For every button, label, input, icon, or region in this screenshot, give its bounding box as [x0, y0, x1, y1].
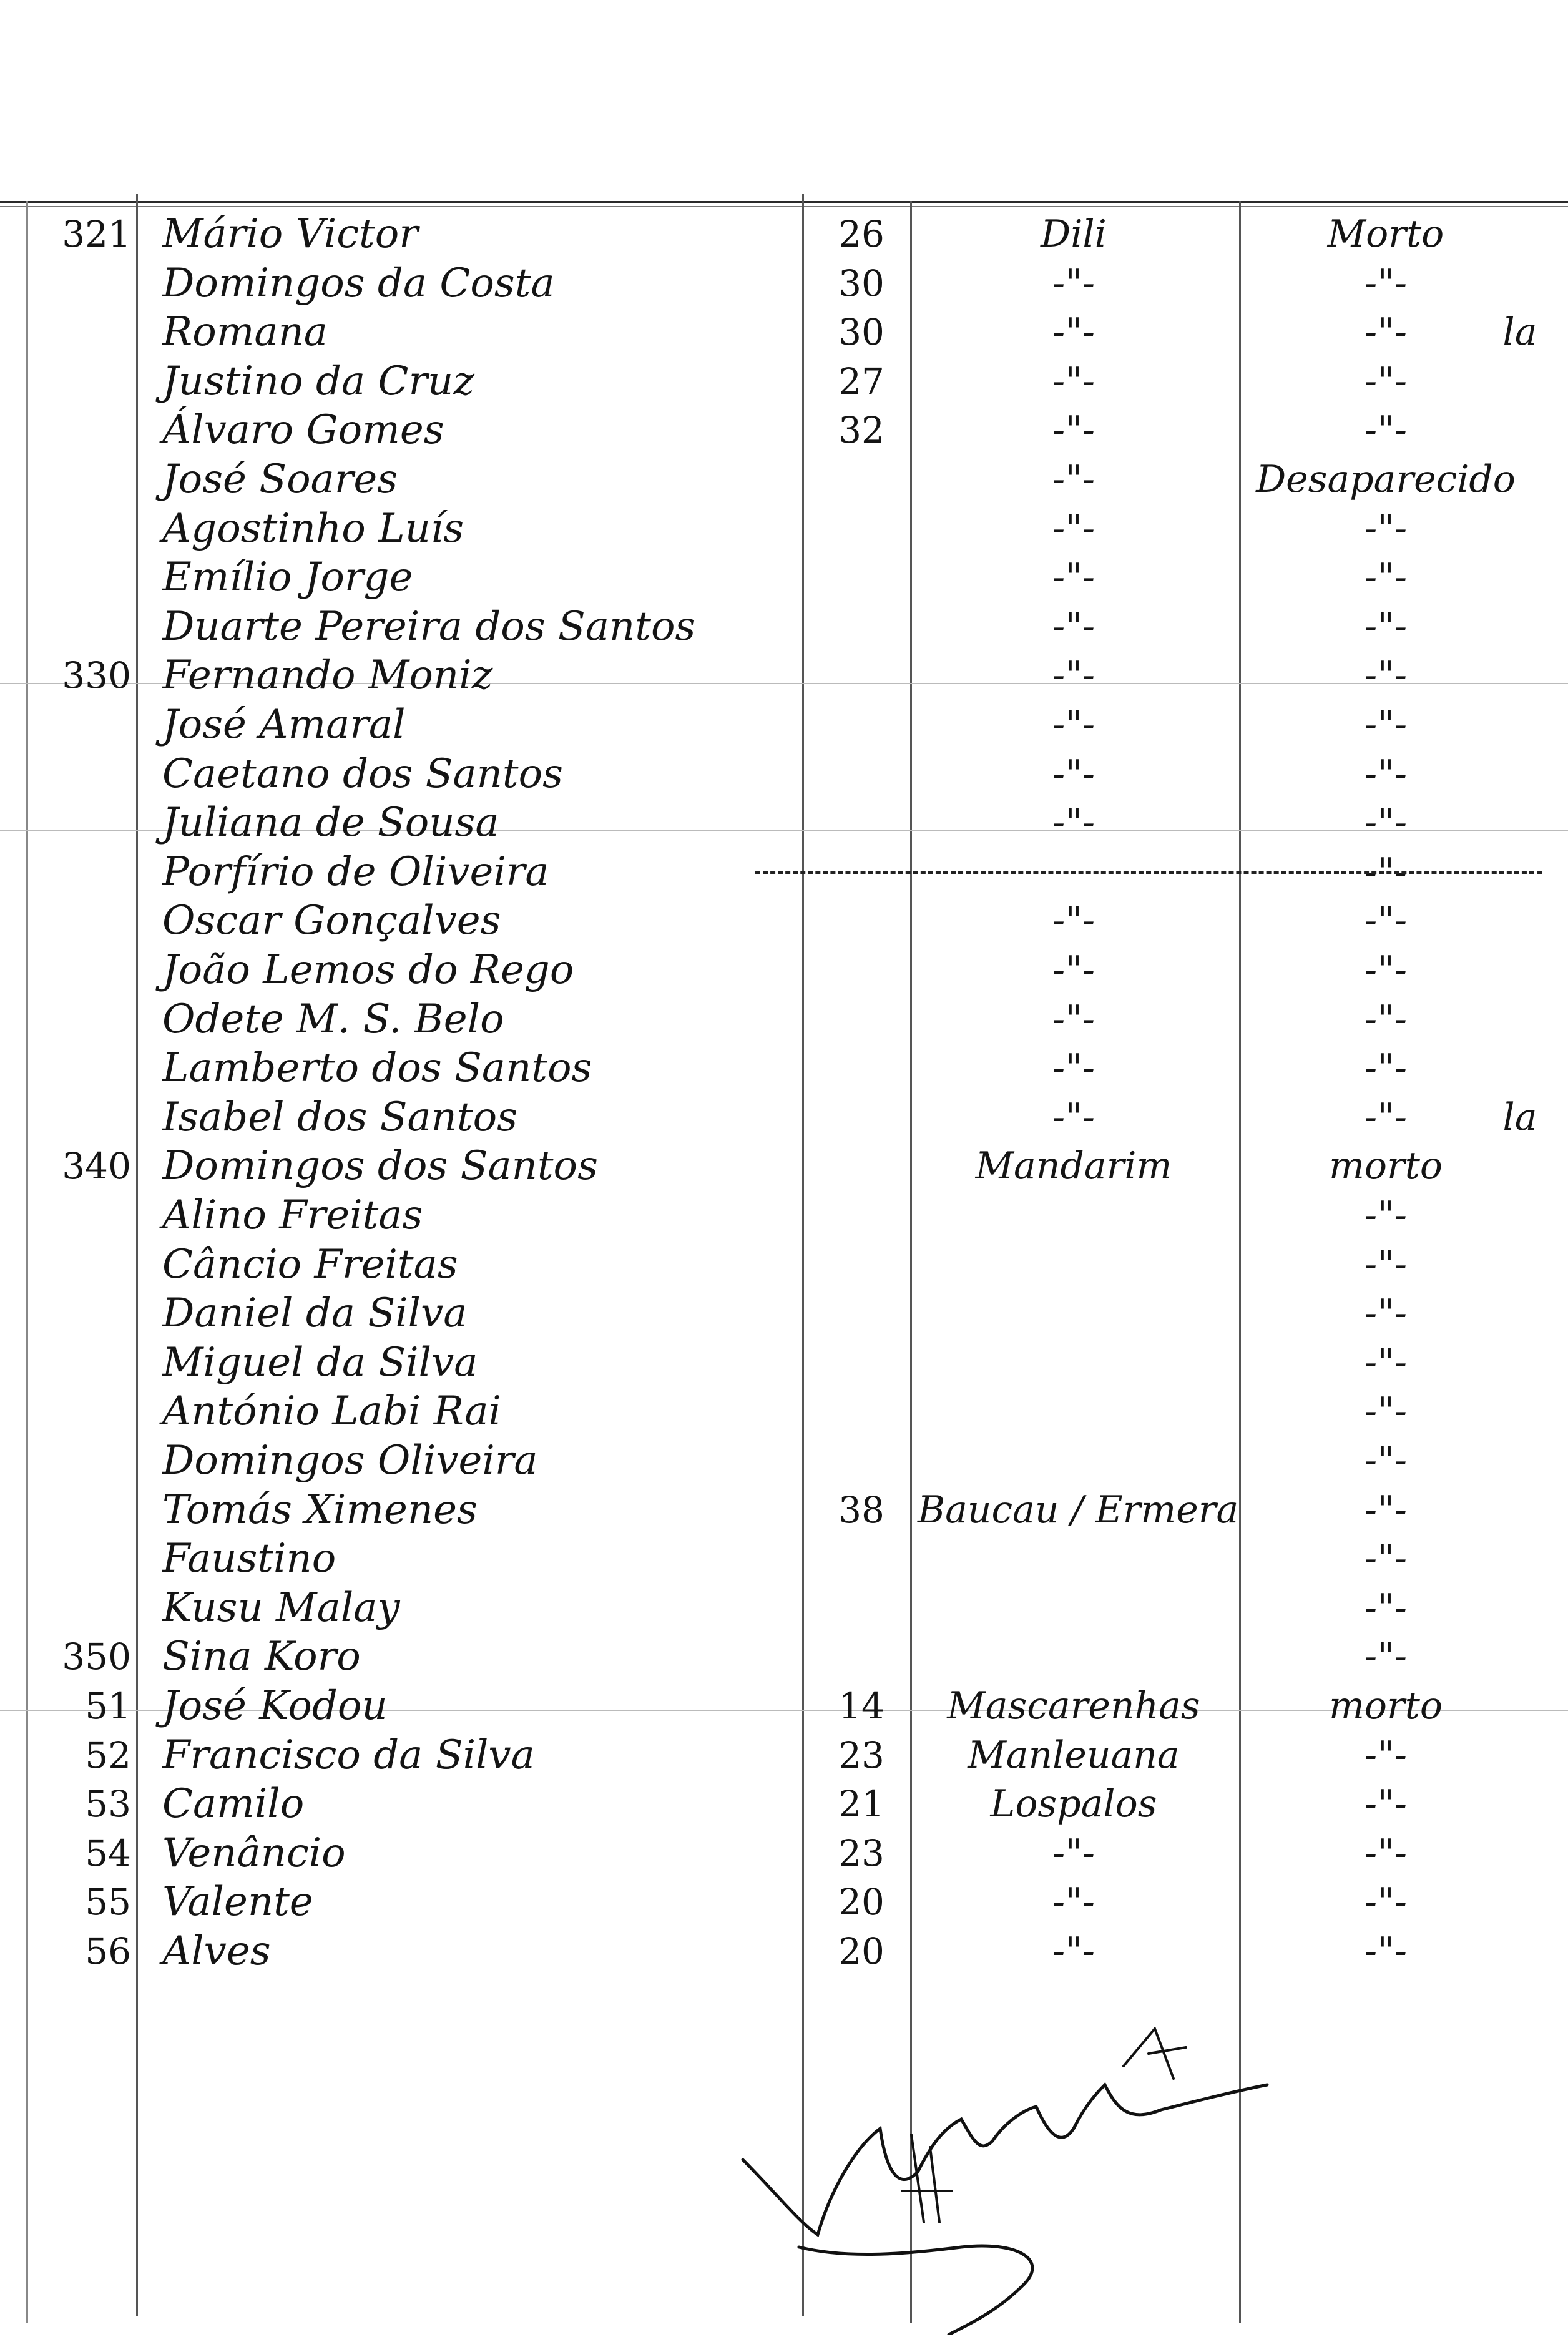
table-row	[0, 1436, 1568, 1485]
place-name: Manleuana	[968, 1733, 1180, 1777]
place-name: -"-	[1052, 261, 1095, 305]
status-text: -"-	[1364, 1733, 1408, 1777]
status-text: -"-	[1364, 261, 1408, 305]
place-name: Baucau / Ermera	[918, 1487, 1239, 1532]
person-age: 14	[838, 1685, 884, 1727]
person-age	[811, 1584, 911, 1632]
person-name: António Labi Rai	[162, 1388, 501, 1435]
table-row	[0, 1878, 1568, 1926]
table-row	[0, 651, 1568, 700]
entry-number	[25, 896, 131, 945]
margin-note	[1486, 357, 1554, 406]
person-name: Emílio Jorge	[162, 554, 413, 601]
entry-number	[25, 1191, 131, 1240]
entry-number	[25, 406, 131, 454]
person-name: Sina Koro	[162, 1634, 361, 1680]
margin-note	[1486, 602, 1554, 651]
place-name: Dili	[1041, 212, 1107, 256]
table-row	[0, 1731, 1568, 1780]
margin-note	[1486, 1731, 1554, 1780]
margin-note	[1486, 1142, 1554, 1190]
entry-number	[25, 308, 131, 356]
person-age	[811, 455, 911, 504]
status-text: -"-	[1364, 1880, 1408, 1924]
person-name: Mário Victor	[162, 211, 418, 257]
person-name: Agostinho Luís	[162, 505, 464, 552]
entry-number	[25, 1044, 131, 1092]
table-row	[0, 798, 1568, 847]
entry-number	[25, 1584, 131, 1632]
person-name: Oscar Gonçalves	[162, 898, 501, 944]
person-age	[811, 1534, 911, 1583]
place-name	[918, 1191, 1230, 1240]
margin-note	[1486, 1878, 1554, 1926]
status-text: -"-	[1364, 703, 1408, 747]
place-name: Lospalos	[990, 1782, 1157, 1826]
place-name: -"-	[1052, 556, 1095, 600]
status-text: -"-	[1364, 408, 1408, 453]
entry-number	[25, 848, 131, 896]
margin-note	[1486, 1584, 1554, 1632]
margin-note	[1486, 210, 1554, 258]
person-name: Juliana de Sousa	[162, 800, 499, 846]
place-name	[918, 1338, 1230, 1387]
table-row	[0, 1584, 1568, 1632]
status-text: -"-	[1364, 1242, 1408, 1286]
person-age: 23	[838, 1831, 884, 1874]
table-row	[0, 1044, 1568, 1092]
status-text: morto	[1329, 1684, 1443, 1728]
entry-number: 330	[62, 654, 131, 697]
place-name: -"-	[1052, 1929, 1095, 1973]
margin-note	[1486, 1289, 1554, 1338]
person-age: 21	[838, 1783, 884, 1826]
table-row	[0, 357, 1568, 406]
entry-number	[25, 1436, 131, 1485]
person-age: 23	[838, 1733, 884, 1776]
table-row	[0, 750, 1568, 798]
table-row	[0, 553, 1568, 602]
status-text: -"-	[1364, 359, 1408, 403]
person-name: Domingos da Costa	[162, 260, 555, 306]
person-age	[811, 750, 911, 798]
person-age: 30	[838, 262, 884, 305]
person-age: 20	[838, 1930, 884, 1972]
person-name: José Soares	[162, 456, 398, 502]
margin-note	[1486, 1927, 1554, 1976]
status-text: -"-	[1364, 1193, 1408, 1237]
person-name: Odete M. S. Belo	[162, 996, 504, 1042]
person-name: José Amaral	[162, 702, 406, 748]
place-name: -"-	[1052, 604, 1095, 649]
margin-note	[1486, 1780, 1554, 1828]
status-text: -"-	[1364, 1439, 1408, 1482]
table-row	[0, 946, 1568, 994]
place-name: -"-	[1052, 1831, 1095, 1875]
table-row	[0, 700, 1568, 749]
table-row	[0, 848, 1568, 896]
margin-note	[1486, 1436, 1554, 1485]
table-row	[0, 1387, 1568, 1436]
status-text: Morto	[1327, 212, 1444, 256]
person-name: Miguel da Silva	[162, 1339, 478, 1386]
status-text: -"-	[1364, 1095, 1408, 1139]
status-text: -"-	[1364, 997, 1408, 1041]
status-text: -"-	[1364, 801, 1408, 845]
place-name	[918, 1632, 1230, 1681]
table-row	[0, 1486, 1568, 1534]
table-row	[0, 1682, 1568, 1730]
entry-number: 340	[62, 1145, 131, 1188]
person-age: 38	[838, 1488, 884, 1531]
margin-note	[1486, 1191, 1554, 1240]
status-text: -"-	[1364, 1537, 1408, 1581]
table-row	[0, 1829, 1568, 1878]
person-name: Venâncio	[162, 1830, 346, 1876]
entry-number	[25, 1387, 131, 1436]
person-age: 20	[838, 1881, 884, 1924]
entry-number	[25, 995, 131, 1044]
margin-note	[1486, 1682, 1554, 1730]
table-row	[0, 1632, 1568, 1681]
entry-number: 54	[85, 1831, 131, 1874]
person-name: Domingos dos Santos	[162, 1143, 598, 1190]
table-row	[0, 995, 1568, 1044]
place-name: -"-	[1052, 997, 1095, 1041]
top-rule-second	[0, 206, 1568, 207]
status-text: -"-	[1364, 899, 1408, 943]
place-name: -"-	[1052, 703, 1095, 747]
person-name: Domingos Oliveira	[162, 1438, 538, 1484]
table-row	[0, 1093, 1568, 1142]
person-name: Câncio Freitas	[162, 1241, 458, 1288]
person-age: 26	[838, 213, 884, 255]
table-row	[0, 1289, 1568, 1338]
person-name: Justino da Cruz	[162, 358, 474, 404]
place-name	[918, 1584, 1230, 1632]
signature-mark	[724, 1985, 1286, 2335]
margin-note	[1486, 259, 1554, 308]
place-name: -"-	[1052, 1095, 1095, 1139]
margin-note	[1486, 798, 1554, 847]
person-age	[811, 504, 911, 553]
margin-note	[1486, 1387, 1554, 1436]
person-name: Valente	[162, 1879, 313, 1926]
margin-note	[1486, 1486, 1554, 1534]
margin-note	[1486, 700, 1554, 749]
entry-number	[25, 1486, 131, 1534]
person-name: Duarte Pereira dos Santos	[162, 603, 696, 650]
status-text: -"-	[1364, 1340, 1408, 1384]
top-rule	[0, 201, 1568, 203]
status-text: morto	[1329, 1144, 1443, 1188]
entry-number	[25, 259, 131, 308]
person-name: Isabel dos Santos	[162, 1094, 517, 1140]
person-age	[811, 1093, 911, 1142]
table-row	[0, 1240, 1568, 1289]
person-name: Fernando Moniz	[162, 652, 493, 699]
table-row	[0, 455, 1568, 504]
status-text: -"-	[1364, 1635, 1408, 1679]
person-name: José Kodou	[162, 1683, 388, 1729]
margin-note	[1486, 1829, 1554, 1878]
table-row	[0, 308, 1568, 356]
person-age: 27	[838, 360, 884, 403]
entry-number	[25, 700, 131, 749]
person-name: Lamberto dos Santos	[162, 1045, 592, 1092]
place-name: Mascarenhas	[947, 1684, 1200, 1728]
place-name: -"-	[1052, 1880, 1095, 1924]
margin-note	[1486, 504, 1554, 553]
place-name: -"-	[1052, 801, 1095, 845]
place-name	[918, 1289, 1230, 1338]
margin-note	[1486, 1240, 1554, 1289]
person-name: Álvaro Gomes	[162, 407, 444, 454]
status-text: -"-	[1364, 1782, 1408, 1826]
entry-number	[25, 602, 131, 651]
status-text: -"-	[1364, 948, 1408, 992]
status-text: -"-	[1364, 850, 1408, 894]
person-name: Francisco da Silva	[162, 1732, 535, 1778]
status-text: -"-	[1364, 556, 1408, 600]
person-age	[811, 1191, 911, 1240]
person-age	[811, 1240, 911, 1289]
table-row	[0, 406, 1568, 454]
person-name: Camilo	[162, 1781, 305, 1828]
entry-number	[25, 553, 131, 602]
margin-note	[1486, 406, 1554, 454]
status-text: -"-	[1364, 752, 1408, 796]
entry-number	[25, 1093, 131, 1142]
entry-number	[25, 1534, 131, 1583]
status-text: -"-	[1364, 1291, 1408, 1336]
person-age	[811, 798, 911, 847]
status-text: -"-	[1364, 1929, 1408, 1973]
table-row	[0, 602, 1568, 651]
place-name: -"-	[1052, 899, 1095, 943]
place-name: -"-	[1052, 1046, 1095, 1090]
person-age	[811, 1338, 911, 1387]
person-age	[811, 1142, 911, 1190]
table-row	[0, 259, 1568, 308]
person-age: 30	[838, 311, 884, 354]
margin-note	[1486, 651, 1554, 700]
margin-note	[1486, 1338, 1554, 1387]
person-name: Alves	[162, 1928, 271, 1974]
person-name: João Lemos do Rego	[162, 947, 574, 993]
place-name: -"-	[1052, 752, 1095, 796]
person-age	[811, 1632, 911, 1681]
person-age	[811, 700, 911, 749]
person-age	[811, 896, 911, 945]
entry-number	[25, 504, 131, 553]
status-text: -"-	[1364, 310, 1408, 355]
place-name: -"-	[1052, 654, 1095, 698]
place-name: -"-	[1052, 359, 1095, 403]
status-text: -"-	[1364, 604, 1408, 649]
person-name: Tomás Ximenes	[162, 1486, 478, 1533]
entry-number	[25, 1289, 131, 1338]
person-age	[811, 1387, 911, 1436]
margin-note: la	[1502, 310, 1537, 355]
person-name: Romana	[162, 309, 328, 356]
place-name	[918, 1387, 1230, 1436]
entry-number: 51	[85, 1685, 131, 1727]
status-text: -"-	[1364, 1389, 1408, 1434]
person-age	[811, 995, 911, 1044]
dashed-continuation-line	[755, 871, 1542, 874]
status-text: -"-	[1364, 1831, 1408, 1875]
table-row	[0, 1338, 1568, 1387]
entry-number	[25, 455, 131, 504]
entry-number: 52	[85, 1733, 131, 1776]
margin-note	[1486, 1632, 1554, 1681]
place-name: -"-	[1052, 506, 1095, 551]
entry-number: 321	[62, 213, 131, 255]
person-name: Daniel da Silva	[162, 1290, 468, 1337]
margin-note	[1486, 750, 1554, 798]
place-name	[918, 1436, 1230, 1485]
entry-number: 53	[85, 1783, 131, 1826]
margin-note	[1486, 896, 1554, 945]
person-age	[811, 651, 911, 700]
entry-number	[25, 1338, 131, 1387]
person-age: 32	[838, 409, 884, 452]
place-name: -"-	[1052, 948, 1095, 992]
table-row	[0, 504, 1568, 553]
place-name: Mandarim	[975, 1144, 1172, 1188]
margin-note	[1486, 946, 1554, 994]
person-age	[811, 553, 911, 602]
table-row	[0, 1191, 1568, 1240]
person-name: Faustino	[162, 1536, 336, 1582]
status-text: -"-	[1364, 1487, 1408, 1532]
person-age	[811, 946, 911, 994]
place-name: -"-	[1052, 310, 1095, 355]
margin-note	[1486, 1534, 1554, 1583]
margin-note: la	[1502, 1095, 1537, 1139]
place-name: -"-	[1052, 458, 1095, 501]
person-name: Porfírio de Oliveira	[162, 848, 549, 895]
entry-number	[25, 1240, 131, 1289]
place-name	[918, 1240, 1230, 1289]
table-row	[0, 1142, 1568, 1190]
status-text: -"-	[1364, 1046, 1408, 1090]
person-age	[811, 1044, 911, 1092]
person-age	[811, 602, 911, 651]
entry-number: 350	[62, 1635, 131, 1678]
status-text: -"-	[1364, 654, 1408, 698]
person-name: Kusu Malay	[162, 1584, 400, 1631]
margin-note	[1486, 455, 1554, 504]
person-age	[811, 1436, 911, 1485]
status-text: -"-	[1364, 1585, 1408, 1630]
table-row	[0, 1927, 1568, 1976]
entry-number	[25, 798, 131, 847]
place-name	[918, 1534, 1230, 1583]
entry-number	[25, 946, 131, 994]
person-name: Caetano dos Santos	[162, 750, 563, 797]
status-text: Desaparecido	[1256, 458, 1516, 501]
person-name: Alino Freitas	[162, 1192, 423, 1238]
table-row	[0, 1534, 1568, 1583]
margin-note	[1486, 995, 1554, 1044]
table-row	[0, 210, 1568, 258]
table-row	[0, 1780, 1568, 1828]
margin-note	[1486, 1044, 1554, 1092]
entry-number: 55	[85, 1881, 131, 1924]
entry-number: 56	[85, 1930, 131, 1972]
status-text: -"-	[1364, 506, 1408, 551]
entry-number	[25, 750, 131, 798]
person-age	[811, 1289, 911, 1338]
entry-number	[25, 357, 131, 406]
table-row	[0, 896, 1568, 945]
margin-note	[1486, 553, 1554, 602]
place-name: -"-	[1052, 408, 1095, 453]
